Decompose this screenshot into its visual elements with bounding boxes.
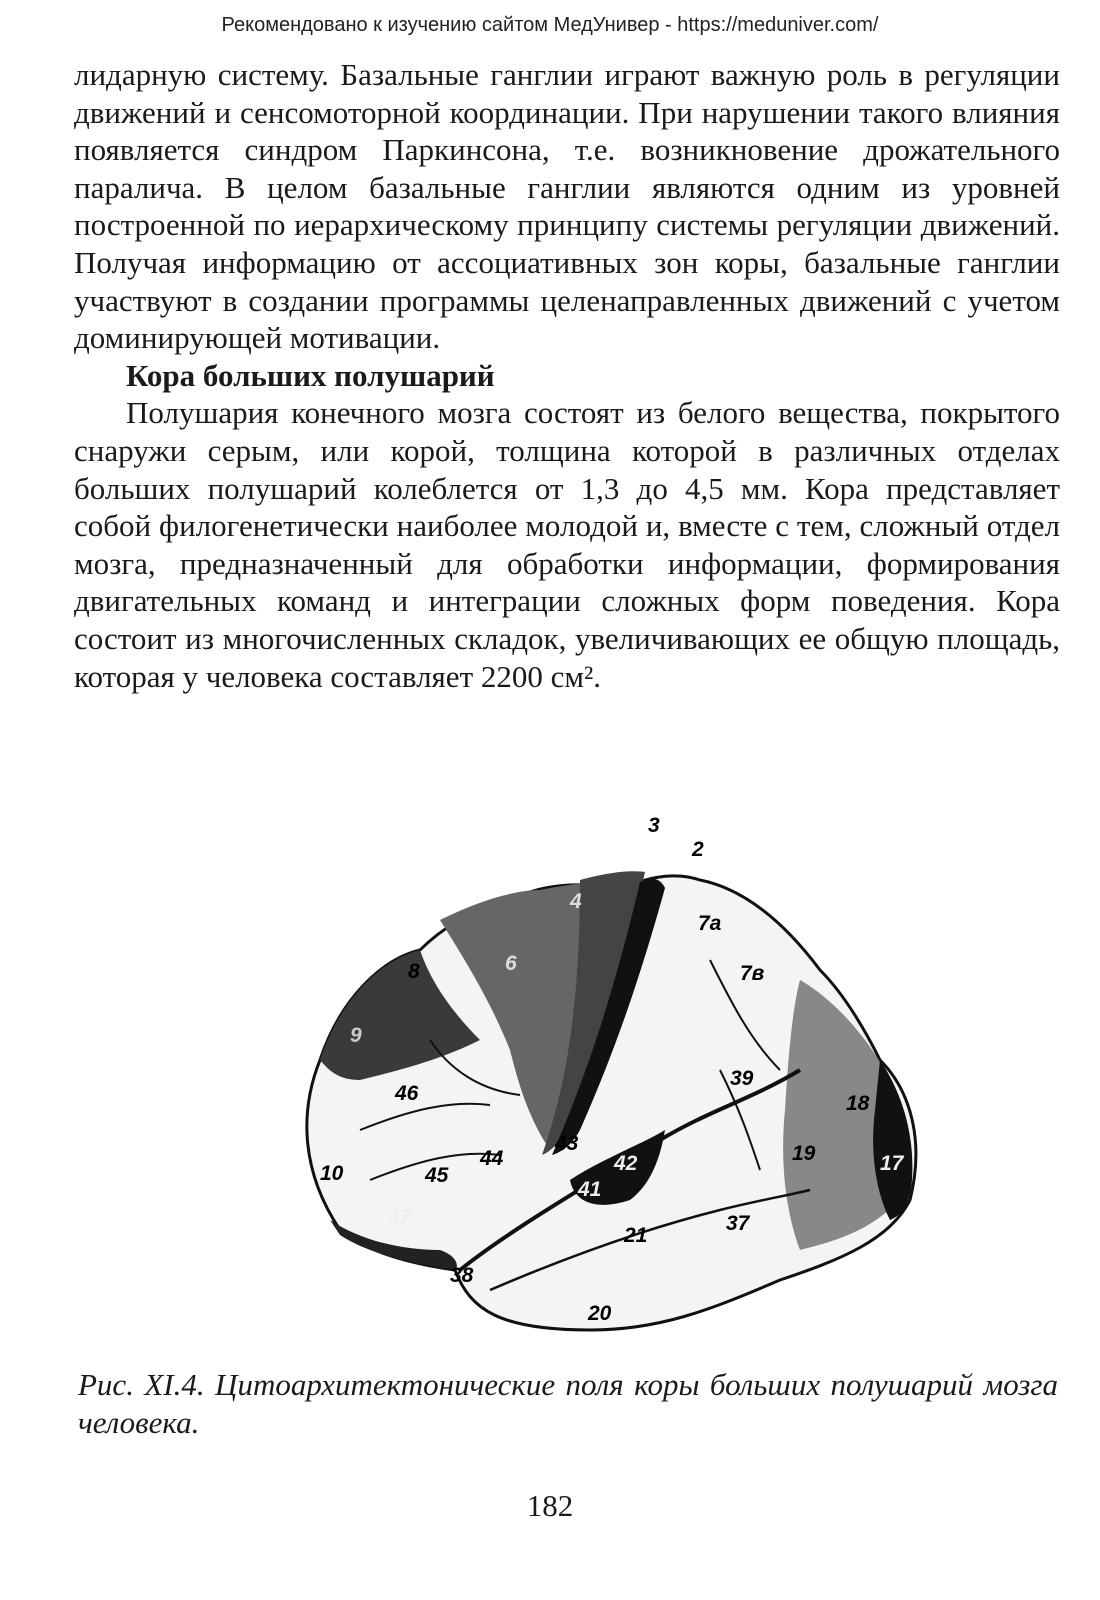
brain-diagram	[280, 810, 920, 1340]
label-39: 39	[730, 1067, 754, 1090]
label-41: 41	[578, 1178, 602, 1201]
label-18: 18	[846, 1092, 870, 1115]
label-10: 10	[320, 1162, 344, 1185]
label-9: 9	[350, 1024, 362, 1047]
label-21: 21	[624, 1224, 648, 1247]
brain-figure	[280, 810, 920, 1340]
paragraph-1: лидарную систему. Базальные ганглии играют важную роль в регуляции движений и сенсомоторной координации. При нарушении такого влияния появляется синдром Паркинсона, т.е. возникновение дрожательного паралича. В целом базальные ганглии являются одним из уровней построенной по иерархическому принципу системы регуляции движений. Получая информацию от ассоциативных зон коры, базальные ганглии участвуют в создании программы целенаправленных движений с учетом доминирующей мотивации.	[74, 57, 1060, 356]
page-number: 182	[526, 1488, 574, 1523]
label-3: 3	[648, 814, 660, 837]
label-6: 6	[505, 952, 517, 975]
label-37: 37	[726, 1212, 750, 1235]
section-heading: Кора больших полушарий	[126, 357, 495, 393]
label-46: 46	[395, 1082, 419, 1105]
label-4: 4	[570, 890, 582, 913]
label-20: 20	[588, 1302, 612, 1325]
label-7a: 7а	[698, 912, 722, 935]
paragraph-2: Полушария конечного мозга состоят из белого вещества, покрытого снаружи серым, или корой, толщина которой в различных отделах больших полушарий колеблется от 1,3 до 4,5 мм. Кора представляет собой филогенетически наиболее молодой и, вместе с тем, сложный отдел мозга, предназначенный для обработки информации, формирования двигательных команд и интеграции сложных форм поведения. Кора состоит из многочисленных складок, увеличивающих ее общую площадь, которая у человека составляет 2200 см².	[74, 395, 1060, 694]
label-7b: 7в	[740, 962, 765, 985]
watermark: Рекомендовано к изучению сайтом МедУнивер - https://meduniver.com/	[221, 14, 879, 36]
label-45: 45	[425, 1164, 449, 1187]
label-43: 43	[555, 1132, 579, 1155]
label-42: 42	[614, 1152, 638, 1175]
label-38: 38	[450, 1264, 474, 1287]
label-8: 8	[408, 960, 420, 983]
label-2: 2	[692, 838, 704, 861]
body-text	[74, 56, 1060, 695]
label-44: 44	[480, 1147, 504, 1170]
label-47: 47	[388, 1206, 412, 1229]
figure-caption: Рис. XI.4. Цитоархитектонические поля коры больших полушарий мозга человека.	[78, 1367, 1058, 1440]
label-19: 19	[792, 1142, 816, 1165]
label-17: 17	[880, 1152, 904, 1175]
